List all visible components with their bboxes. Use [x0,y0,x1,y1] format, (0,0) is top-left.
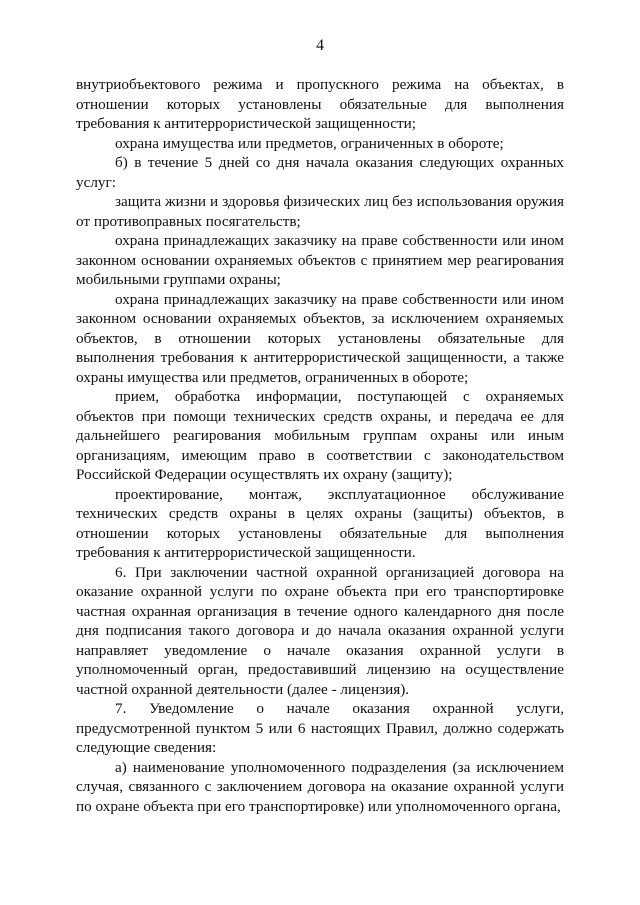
paragraph: защита жизни и здоровья физических лиц без использования оружия от противоправных посягательств; [76,193,564,230]
paragraph: а) наименование уполномоченного подразделения (за исключением случая, связанного с заключением договора на оказание охранной услуги по охране объекта при его транспортировке) или уполномоченного органа, [76,758,564,815]
paragraph: б) в течение 5 дней со дня начала оказания следующих охранных услуг: [76,154,564,191]
paragraph: проектирование, монтаж, эксплуатационное обслуживание технических средств охраны в целях охраны (защиты) объектов, в отношении которых установлены обязательные для выполнения требования к антитеррористической защищенности. [76,485,564,561]
paragraph: охрана имущества или предметов, ограниченных в обороте; [115,134,504,152]
paragraph: охрана принадлежащих заказчику на праве собственности или ином законном основании охраняемых объектов, за исключением охраняемых объектов, в отношении которых установлены обязательные для выполнения требования к антитеррористической защищенности, а также охраны имущества или предметов, ограниченных в обороте; [76,290,564,386]
paragraph: внутриобъектового режима и пропускного режима на объектах, в отношении которых установлены обязательные для выполнения требования к антитеррористической защищенности; [76,76,564,132]
paragraph: 6. При заключении частной охранной организацией договора на оказание охранной услуги по охране объекта при его транспортировке частная охранная организация в течение одного календарного дня после дня подписания такого договора и до начала оказания охранной услуги направляет уведомление о начале оказания охранной услуги в уполномоченный орган, предоставивший лицензию на осуществление частной охранной деятельности (далее - лицензия). [76,563,564,698]
document-body [76,75,564,816]
paragraph: 7. Уведомление о начале оказания охранной услуги, предусмотренной пунктом 5 или 6 настоящих Правил, должно содержать следующие сведения: [76,700,564,756]
paragraph: прием, обработка информации, поступающей с охраняемых объектов при помощи технических средств охраны, и передача ее для дальнейшего реагирования мобильным группам охраны или иным организациям, имеющим право в соответствии с законодательством Российской Федерации осуществлять их охрану (защиту); [76,388,564,483]
page-number: 4 [316,37,324,54]
paragraph: охрана принадлежащих заказчику на праве собственности или ином законном основании охраняемых объектов с принятием мер реагирования мобильными группами охраны; [76,232,564,288]
